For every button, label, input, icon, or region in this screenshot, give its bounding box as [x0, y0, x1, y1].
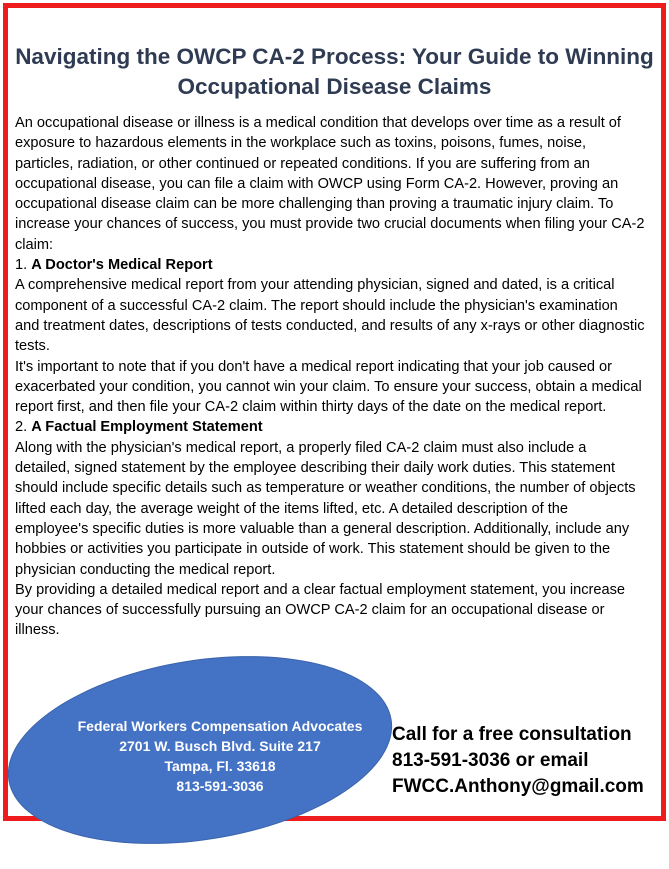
address-block: [60, 716, 380, 796]
conclusion-paragraph: By providing a detailed medical report and a clear factual employment statement, you increase your chances of successfully pursuing an OWCP CA-2 claim for an occupational disease or illness.: [15, 581, 626, 639]
company-city: Tampa, Fl. 33618: [164, 758, 276, 774]
item-2-title: A Factual Employment Statement: [31, 419, 263, 436]
item-1-number: 1.: [15, 257, 28, 274]
company-name: Federal Workers Compensation Advocates: [77, 718, 363, 734]
item-2-heading: [15, 417, 645, 437]
page-title: Navigating the OWCP CA-2 Process: Your Guide to Winning Occupational Disease Claims: [15, 44, 654, 99]
call-to-action: [392, 722, 662, 800]
cta-line-1: Call for a free consultation: [392, 724, 632, 745]
item-2-number: 2.: [15, 419, 28, 436]
article-body: [15, 113, 645, 641]
item-1-heading: [15, 255, 645, 275]
item-1-title: A Doctor's Medical Report: [31, 257, 213, 274]
company-street: 2701 W. Busch Blvd. Suite 217: [119, 738, 321, 754]
item-2-paragraph-1: Along with the physician's medical report, a properly filed CA-2 claim must also include a detailed, signed statement by the employee describing their daily work duties. This statement should include specific details such as temperature or weather conditions, the number of objects lifted each day, the average weight of the items lifted, etc. A detailed description of the employee's specific duties is more valuable than a general description. Additionally, include any hobbies or activities you participate in outside of work. This statement should be given to the physician conducting the medical report.: [15, 439, 636, 578]
company-phone[interactable]: 813-591-3036: [176, 778, 264, 794]
item-1-paragraph-1: A comprehensive medical report from your attending physician, signed and dated, is a critical component of a successful CA-2 claim. The report should include the physician's examination and treatment dates, descriptions of tests conducted, and results of any x-rays or other diagnostic tests.: [15, 277, 645, 355]
cta-email[interactable]: FWCC.Anthony@gmail.com: [392, 776, 644, 797]
item-1-paragraph-2: It's important to note that if you don't have a medical report indicating that your job caused or exacerbated your condition, you cannot win your claim. To ensure your success, obtain a medical report first, and then file your CA-2 claim within thirty days of the date on the medical report.: [15, 358, 642, 416]
intro-paragraph: An occupational disease or illness is a medical condition that develops over time as a result of exposure to hazardous elements in the workplace such as toxins, poisons, fumes, noise, particles, radiation, or other continued or repeated conditions. If you are suffering from an occupational disease, you can file a claim with OWCP using Form CA-2. However, proving an occupational disease claim can be more challenging than proving a traumatic injury claim. To increase your chances of success, you must provide two crucial documents when filing your CA-2 claim:: [15, 115, 645, 253]
cta-phone-line[interactable]: 813-591-3036 or email: [392, 750, 589, 771]
